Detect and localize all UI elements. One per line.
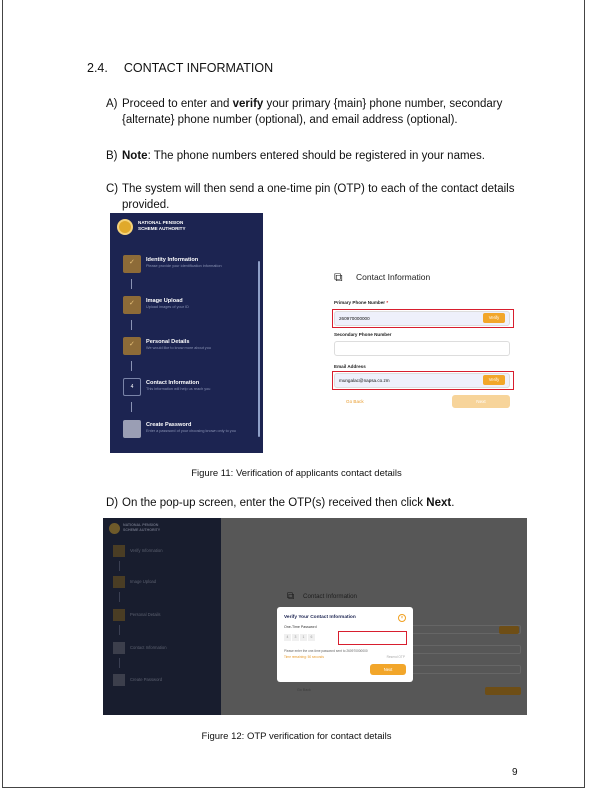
step-personal-details[interactable]: Personal Details <box>113 609 213 621</box>
step-title: Contact Information <box>146 380 200 386</box>
step-title: Identity Information <box>146 257 199 263</box>
instruction-d <box>106 495 526 511</box>
form-title: Contact Information <box>356 272 431 282</box>
verify-primary-button[interactable] <box>499 626 519 634</box>
item-text: Proceed to enter and verify your primary {main} phone number, secondary {alternate} phone number (optional), and email address (optional). <box>122 98 503 126</box>
step-subtitle: We would like to know more about you <box>146 346 211 350</box>
check-icon: ✓ <box>129 300 135 307</box>
step-connector <box>119 561 120 571</box>
step-connector <box>131 361 132 371</box>
verify-email-button[interactable]: Verify <box>483 375 505 385</box>
go-back-link[interactable]: Go Back <box>297 688 311 692</box>
step-title: Create Password <box>146 422 192 428</box>
figure-12-caption: Figure 12: OTP verification for contact details <box>201 731 392 742</box>
secondary-phone-input[interactable] <box>334 341 510 356</box>
section-heading <box>87 61 273 75</box>
otp-digit[interactable]: 4 <box>284 634 291 641</box>
sidebar-scrollbar[interactable] <box>258 261 260 437</box>
secondary-phone-label: Secondary Phone Number <box>334 332 392 337</box>
check-icon: ✓ <box>129 259 135 266</box>
highlight-box <box>338 631 407 645</box>
item-label: A) <box>106 98 118 110</box>
step-verify-information[interactable]: Verify Information <box>113 545 213 557</box>
highlight-box <box>332 371 514 390</box>
otp-label: One-Time Password <box>284 625 317 629</box>
primary-phone-input[interactable]: 260970000000 <box>334 311 510 326</box>
step-subtitle: Enter a password of your choosing known only to you <box>146 429 236 433</box>
step-title: Image Upload <box>146 298 183 304</box>
check-icon: ✓ <box>129 341 135 348</box>
step-image-upload[interactable]: Image Upload <box>113 576 213 588</box>
otp-info-text: Please enter the one-time password sent to 260970000000 <box>284 649 368 653</box>
modal-title: Verify Your Contact Information <box>284 615 356 620</box>
section-number: 2.4. <box>87 61 108 75</box>
instruction-b <box>106 148 526 164</box>
step-pending-box <box>123 420 141 438</box>
napsa-logo-icon <box>117 219 133 235</box>
phone-link-icon: ⧉ <box>334 270 343 284</box>
org-name: NATIONAL PENSION SCHEME AUTHORITY <box>123 523 161 532</box>
figure-11-screenshot <box>110 213 522 453</box>
step-connector <box>119 592 120 602</box>
step-create-password[interactable]: Create Password <box>113 674 213 686</box>
org-name: NATIONAL PENSION SCHEME AUTHORITY <box>138 220 186 231</box>
instruction-c <box>106 181 526 213</box>
item-text: Note: The phone numbers entered should be registered in your names. <box>122 150 485 162</box>
item-text: The system will then send a one-time pin (OTP) to each of the contact details provided. <box>122 183 515 211</box>
item-label: C) <box>106 183 119 195</box>
otp-timer: Time remaining: 50 seconds <box>284 655 324 659</box>
next-button[interactable] <box>485 687 521 695</box>
section-title: CONTACT INFORMATION <box>123 61 274 75</box>
modal-next-button[interactable]: Next <box>370 664 406 675</box>
close-icon[interactable]: × <box>398 614 406 622</box>
step-subtitle: This information will help us reach you <box>146 387 211 391</box>
otp-digit[interactable]: 3 <box>292 634 299 641</box>
go-back-link[interactable]: Go Back <box>346 399 364 404</box>
otp-digit[interactable]: 1 <box>300 634 307 641</box>
highlight-box <box>332 309 514 328</box>
otp-input[interactable] <box>284 634 315 641</box>
napsa-logo-icon <box>109 523 120 534</box>
step-subtitle: Upload images of your ID <box>146 305 189 309</box>
registration-sidebar <box>110 213 263 453</box>
registration-sidebar-dimmed <box>103 518 221 715</box>
verify-primary-button[interactable]: Verify <box>483 313 505 323</box>
item-label: B) <box>106 150 118 162</box>
email-label: Email Address <box>334 364 366 369</box>
next-button[interactable]: Next <box>452 395 510 408</box>
step-subtitle: Please provide your identification information <box>146 264 222 268</box>
email-input[interactable]: mungalac@napsa.co.zm <box>334 373 510 388</box>
otp-modal <box>277 607 413 682</box>
figure-11-caption: Figure 11: Verification of applicants contact details <box>191 468 402 479</box>
step-connector <box>131 320 132 330</box>
primary-phone-label: Primary Phone Number * <box>334 300 389 305</box>
step-title: Personal Details <box>146 339 190 345</box>
step-connector <box>119 658 120 668</box>
phone-link-icon: ⧉ <box>287 591 295 602</box>
instruction-a <box>106 96 526 128</box>
step-contact-information[interactable]: Contact Information <box>113 642 213 654</box>
step-connector <box>119 625 120 635</box>
item-label: D) <box>106 497 119 509</box>
page-number: 9 <box>512 767 518 778</box>
figure-12-screenshot <box>103 518 527 715</box>
item-text: On the pop-up screen, enter the OTP(s) received then click Next. <box>122 497 455 509</box>
resend-otp-link[interactable]: Resend OTP <box>386 655 405 659</box>
step-connector <box>131 279 132 289</box>
background-form-title: Contact Information <box>303 593 357 600</box>
otp-digit[interactable]: 6 <box>308 634 315 641</box>
step-connector <box>131 402 132 412</box>
step-number: 4 <box>123 378 141 396</box>
